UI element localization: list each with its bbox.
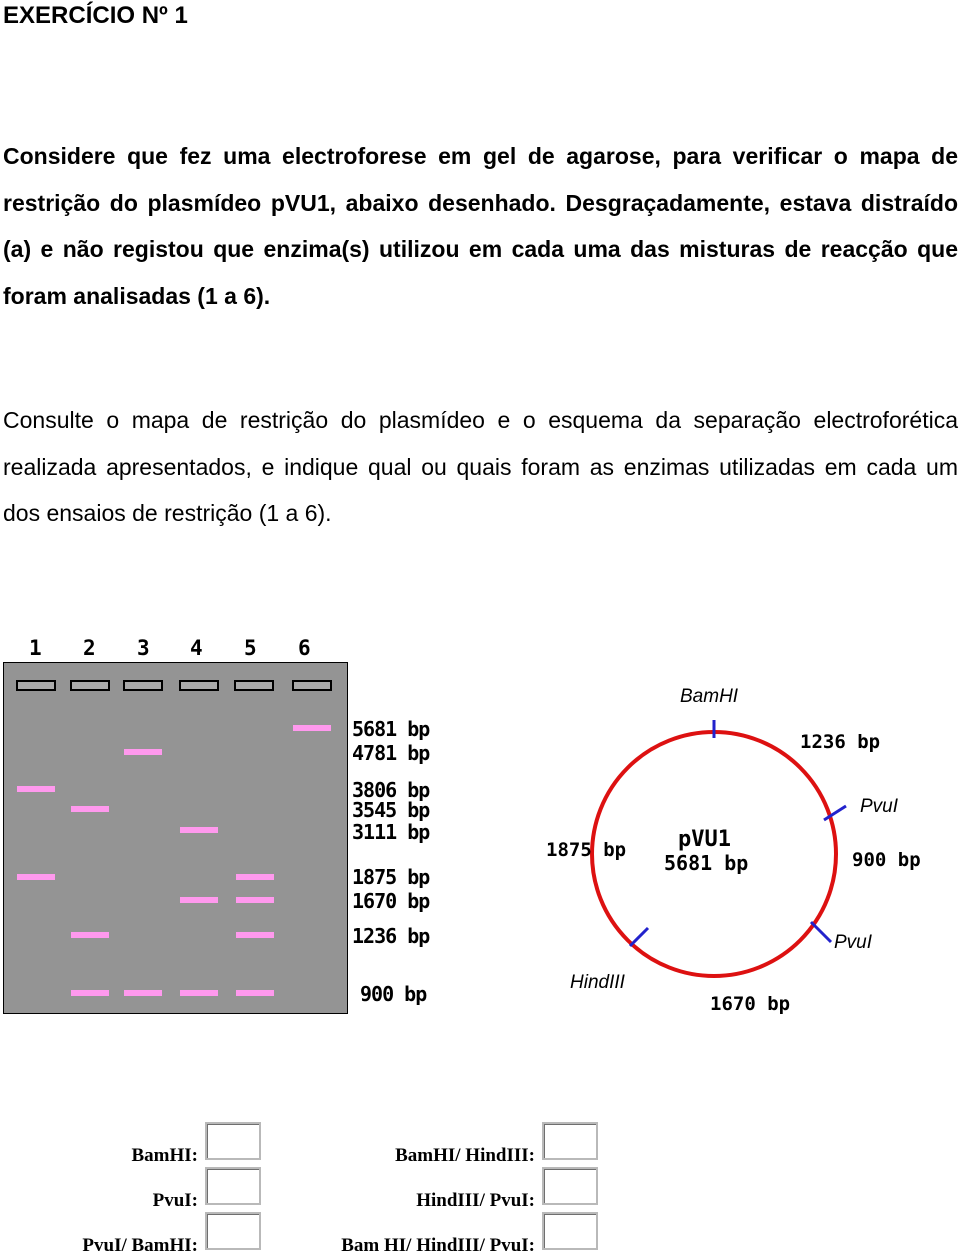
bamhi-site-label: BamHI: [680, 686, 739, 707]
pvui-site-label: PvuI: [834, 932, 873, 953]
lane-number: 3: [137, 636, 150, 660]
size-label: 3545 bp: [352, 798, 430, 822]
plasmid-name: pVU1: [678, 827, 731, 852]
size-label: 1236 bp: [352, 924, 430, 948]
instructions-paragraph: Consulte o mapa de restrição do plasmídeo e o esquema da separação electroforética realizada apresentados, e indique qual ou quais foram as enzimas utilizadas em cada um dos ensaios de restrição (1 a 6).: [3, 407, 958, 526]
gel-band: [124, 749, 162, 755]
gel-band: [236, 932, 274, 938]
size-label: 1670 bp: [352, 889, 430, 913]
fragment-label: 1236 bp: [800, 731, 881, 753]
answer-label-pvui: PvuI:: [152, 1190, 198, 1211]
size-label: 3111 bp: [352, 820, 430, 844]
answer-label-bamhi-hindiii-pvui: Bam HI/ HindIII/ PvuI:: [341, 1235, 535, 1256]
answer-box-pvui[interactable]: [205, 1167, 261, 1205]
hindiii-site-mark: [630, 928, 648, 946]
answer-label-hindiii-pvui: HindIII/ PvuI:: [416, 1190, 535, 1211]
gel-lane-numbers: [0, 636, 360, 662]
gel-band: [293, 725, 331, 731]
answer-box-bamhi[interactable]: [205, 1122, 261, 1160]
gel-well: [234, 680, 274, 691]
gel-well: [292, 680, 332, 691]
hindiii-site-label: HindIII: [570, 972, 625, 993]
gel-band: [236, 990, 274, 996]
pvui-site-label: PvuI: [860, 796, 899, 817]
lane-number: 2: [83, 636, 96, 660]
gel-band: [180, 897, 218, 903]
gel-well: [179, 680, 219, 691]
gel-band: [236, 874, 274, 880]
agarose-gel: [3, 662, 348, 1014]
answer-box-bamhi-hindiii-pvui[interactable]: [542, 1212, 598, 1250]
lane-number: 4: [190, 636, 203, 660]
answer-label-bamhi: BamHI:: [131, 1145, 198, 1166]
plasmid-map: [540, 680, 960, 1020]
gel-band: [71, 806, 109, 812]
gel-well: [16, 680, 56, 691]
fragment-label: 1670 bp: [710, 993, 791, 1015]
exercise-title: EXERCÍCIO Nº 1: [3, 2, 188, 29]
gel-band: [124, 990, 162, 996]
answer-label-pvui-bamhi: PvuI/ BamHI:: [82, 1235, 198, 1256]
answer-box-pvui-bamhi[interactable]: [205, 1212, 261, 1250]
lane-number: 6: [298, 636, 311, 660]
gel-well: [70, 680, 110, 691]
lane-number: 1: [29, 636, 42, 660]
fragment-label: 900 bp: [852, 849, 921, 871]
size-label: 900 bp: [360, 982, 427, 1006]
answer-box-hindiii-pvui[interactable]: [542, 1167, 598, 1205]
gel-band: [17, 874, 55, 880]
gel-band: [236, 897, 274, 903]
answer-label-bamhi-hindiii: BamHI/ HindIII:: [395, 1145, 535, 1166]
size-label: 5681 bp: [352, 717, 430, 741]
size-label: 4781 bp: [352, 741, 430, 765]
gel-band: [71, 932, 109, 938]
answer-box-bamhi-hindiii[interactable]: [542, 1122, 598, 1160]
lane-number: 5: [244, 636, 257, 660]
plasmid-size: 5681 bp: [664, 851, 749, 875]
fragment-label: 1875 bp: [546, 839, 627, 861]
size-label: 1875 bp: [352, 865, 430, 889]
intro-paragraph: Considere que fez uma electroforese em gel de agarose, para verificar o mapa de restrição do plasmídeo pVU1, abaixo desenhado. Desgraçadamente, estava distraído (a) e não registou que enzima(s) utilizou em cada uma das misturas de reacção que foram analisadas (1 a 6).: [3, 143, 958, 309]
size-label: 3806 bp: [352, 778, 430, 802]
gel-band: [17, 786, 55, 792]
gel-band: [180, 990, 218, 996]
gel-band: [71, 990, 109, 996]
gel-band: [180, 827, 218, 833]
gel-well: [123, 680, 163, 691]
pvui-site-mark: [811, 922, 831, 942]
